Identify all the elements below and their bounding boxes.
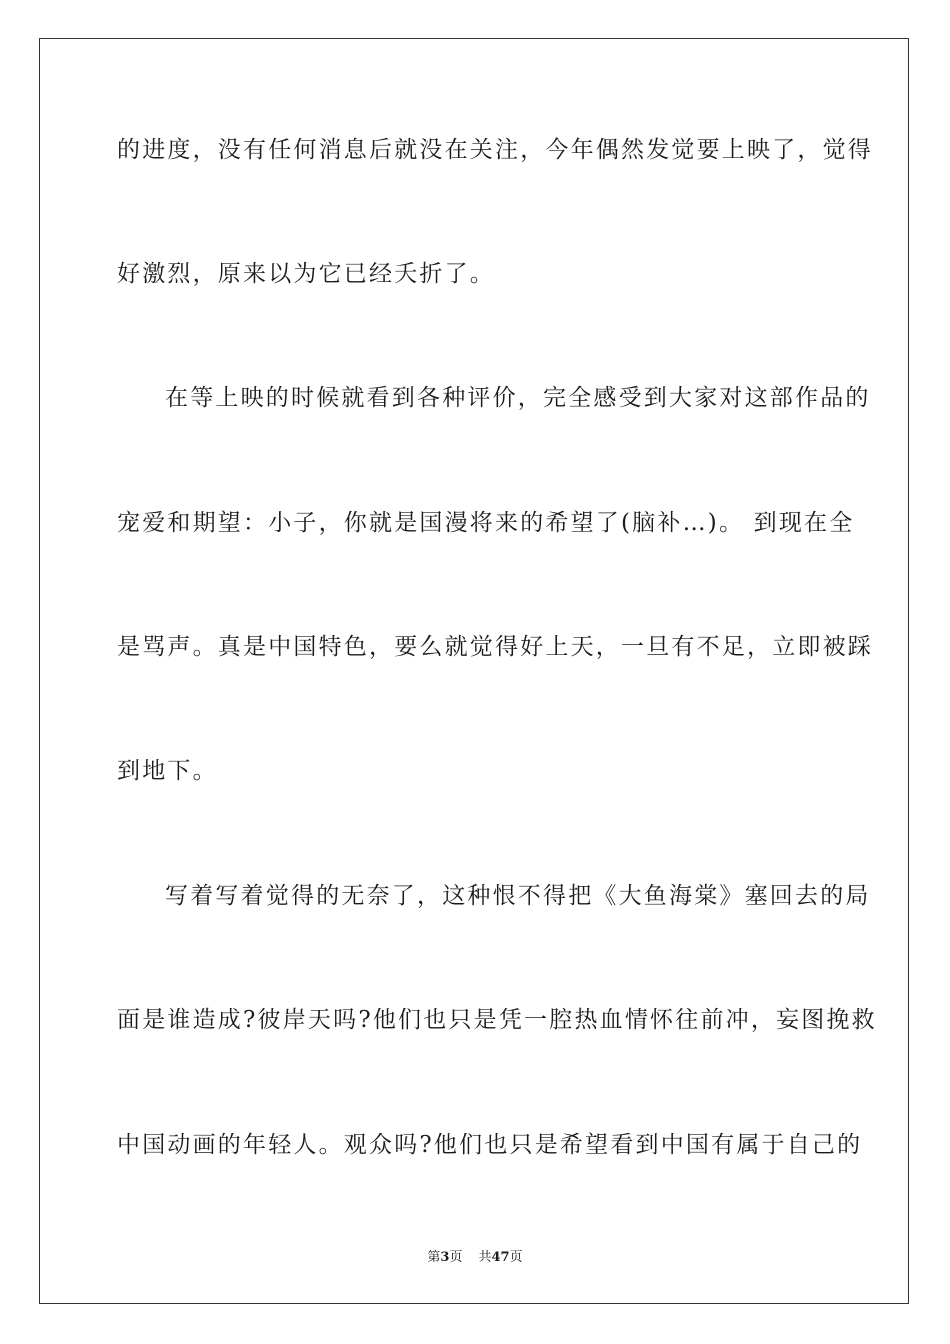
text-line-1: 的进度，没有任何消息后就没在关注，今年偶然发觉要上映了，觉得 <box>117 137 873 163</box>
page-number: 3 <box>440 1250 450 1265</box>
text-line-7: 写着写着觉得的无奈了，这种恨不得把《大鱼海棠》塞回去的局 <box>165 883 871 909</box>
text-line-4: 宠爱和期望：小子，你就是国漫将来的希望了(脑补…)。 到现在全 <box>117 510 855 536</box>
text-line-9: 中国动画的年轻人。观众吗?他们也只是希望看到中国有属于自己的 <box>117 1132 863 1158</box>
text-line-5: 是骂声。真是中国特色，要么就觉得好上天，一旦有不足，立即被踩 <box>117 634 873 660</box>
total-pages: 47 <box>491 1250 510 1265</box>
page-footer <box>0 1246 950 1265</box>
total-prefix: 共 <box>478 1250 492 1265</box>
page-prefix: 第 <box>427 1250 441 1265</box>
text-line-2: 好激烈，原来以为它已经夭折了。 <box>117 261 495 287</box>
text-line-8: 面是谁造成?彼岸天吗?他们也只是凭一腔热血情怀往前冲，妄图挽救 <box>117 1007 877 1033</box>
page-suffix: 页 <box>449 1250 463 1265</box>
page-border <box>39 38 909 1304</box>
text-line-6: 到地下。 <box>117 758 218 784</box>
text-line-3: 在等上映的时候就看到各种评价，完全感受到大家对这部作品的 <box>165 385 871 411</box>
total-suffix: 页 <box>509 1250 523 1265</box>
